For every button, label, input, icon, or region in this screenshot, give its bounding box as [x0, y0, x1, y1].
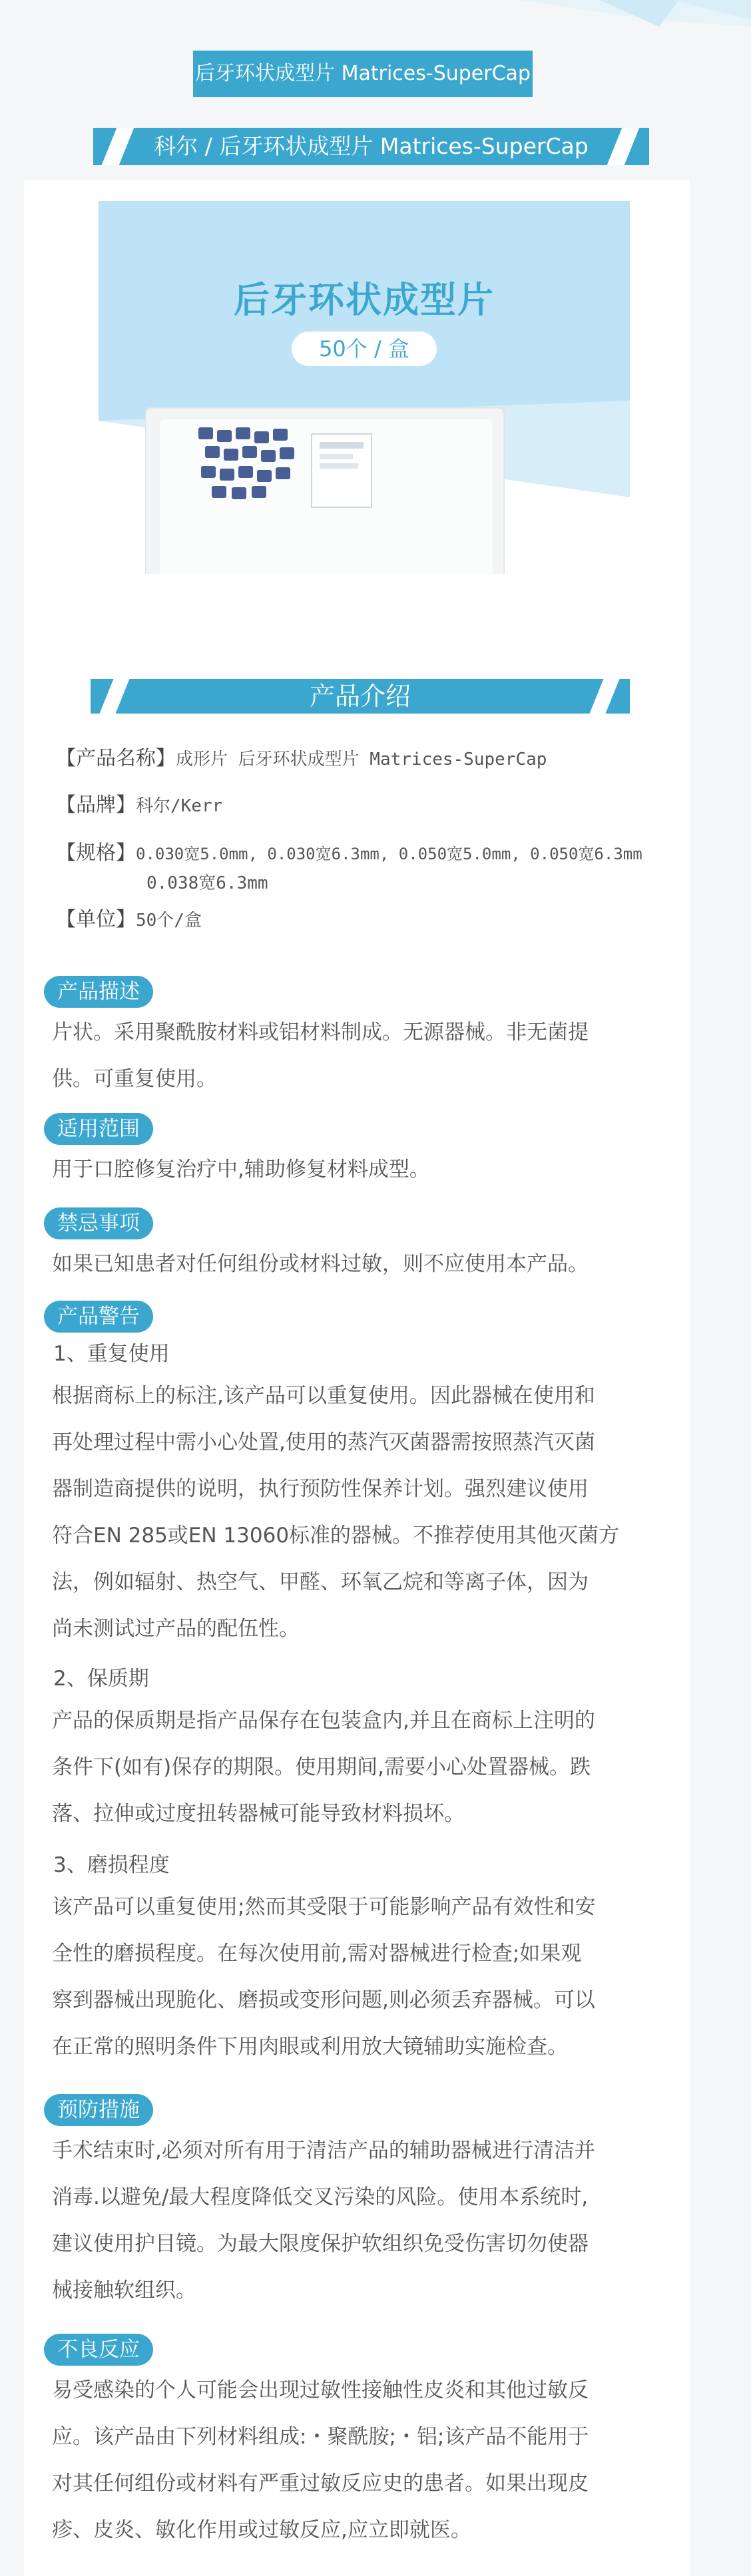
- tag-adverse-reactions: 不良反应: [44, 2334, 153, 2366]
- bar-edge-left: [102, 128, 134, 165]
- warning-wear-text: [52, 1884, 664, 2070]
- spec-value-2: 0.038宽6.3mm: [146, 873, 268, 893]
- tag-scope: 适用范围: [44, 1113, 153, 1145]
- tag-warning: 产品警告: [44, 1301, 153, 1333]
- text-line: 落、拉伸或过度扭转器械可能导致材料损坏。: [52, 1802, 465, 1826]
- product-name-label: 【产品名称】: [56, 747, 176, 770]
- text-line: 对其任何组份或材料有严重过敏反应史的患者。如果出现皮: [52, 2471, 589, 2495]
- text-line: 手术结束时,必须对所有用于清洁产品的辅助器械进行清洁并: [52, 2139, 595, 2163]
- text-line: 疹、皮炎、敏化作用或过敏反应,应立即就医。: [52, 2518, 471, 2542]
- warning-shelf-life-text: [52, 1697, 664, 1837]
- text-line: 建议使用护目镜。为最大限度保护软组织免受伤害切勿使器: [52, 2232, 589, 2256]
- warning-sub-shelf-life: 2、保质期: [53, 1667, 149, 1691]
- tag-contraindications: 禁忌事项: [44, 1207, 153, 1239]
- bar-edge-right: [589, 679, 619, 714]
- product-package-image: [145, 407, 505, 574]
- spec-value-1: 0.030宽5.0mm, 0.030宽6.3mm, 0.050宽5.0mm, 0.050宽6.3mm: [136, 845, 642, 863]
- product-name-value: 成形片 后牙环状成型片 Matrices-SuperCap: [176, 750, 547, 769]
- warning-sub-reuse: 1、重复使用: [53, 1342, 170, 1366]
- scope-text: [52, 1146, 664, 1193]
- breadcrumb: [93, 128, 649, 165]
- bar-edge-right: [607, 128, 640, 165]
- warning-reuse-text: [52, 1373, 664, 1652]
- text-line: 根据商标上的标注,该产品可以重复使用。因此器械在使用和: [52, 1384, 595, 1408]
- text-line: 器制造商提供的说明，执行预防性保养计划。强烈建议使用: [52, 1477, 589, 1501]
- hero-quantity-pill: 50个 / 盒: [292, 331, 437, 366]
- text-line: 再处理过程中需小心处置,使用的蒸汽灭菌器需按照蒸汽灭菌: [52, 1430, 595, 1454]
- text-line: 供。可重复使用。: [52, 1067, 217, 1091]
- unit-label: 【单位】: [56, 908, 136, 931]
- brand-row: [56, 792, 222, 819]
- tag-description: 产品描述: [44, 976, 153, 1008]
- content-card: [24, 180, 690, 2576]
- text-line: 条件下(如有)保存的期限。使用期间,需要小心处置器械。跌: [52, 1755, 591, 1779]
- text-line: 察到器械出现脆化、磨损或变形问题,则必须丢弃器械。可以: [52, 1988, 595, 2012]
- brand-value: 科尔/Kerr: [136, 796, 223, 816]
- text-line: 械接触软组织。: [52, 2278, 196, 2302]
- breadcrumb-text: 科尔 / 后牙环状成型片 Matrices-SuperCap: [154, 133, 589, 159]
- text-line: 尚未测试过产品的配伍性。: [52, 1617, 300, 1641]
- warning-sub-wear: 3、磨损程度: [53, 1853, 170, 1877]
- page-title-badge: 后牙环状成型片 Matrices-SuperCap: [193, 51, 533, 97]
- hero-title: 后牙环状成型片: [234, 279, 495, 321]
- text-line: 消毒.以避免/最大程度降低交叉污染的风险。使用本系统时,: [52, 2185, 589, 2209]
- text-line: 易受感染的个人可能会出现过敏性接触性皮炎和其他过敏反: [52, 2378, 589, 2402]
- text-line: 产品的保质期是指产品保存在包装盒内,并且在商标上注明的: [52, 1709, 595, 1733]
- unit-row: [56, 907, 202, 934]
- spec-label: 【规格】: [56, 841, 136, 865]
- tag-precautions: 预防措施: [44, 2094, 153, 2126]
- text-line: 全性的磨损程度。在每次使用前,需对器械进行检查;如果观: [52, 1942, 582, 1966]
- text-line: 符合EN 285或EN 13060标准的器械。不推荐使用其他灭菌方: [52, 1524, 620, 1548]
- text-line: 如果已知患者对任何组份或材料过敏，则不应使用本产品。: [52, 1252, 589, 1276]
- product-name-row: [56, 746, 547, 773]
- text-line: 在正常的照明条件下用肉眼或利用放大镜辅助实施检查。: [52, 2035, 568, 2059]
- brand-label: 【品牌】: [56, 793, 136, 817]
- section-heading-intro: [91, 679, 630, 714]
- hero-banner: [99, 201, 630, 574]
- text-line: 用于口腔修复治疗中,辅助修复材料成型。: [52, 1158, 430, 1181]
- adverse-reactions-text: [52, 2367, 664, 2553]
- description-text: [52, 1009, 664, 1102]
- text-line: 片状。采用聚酰胺材料或铝材料制成。无源器械。非无菌提: [52, 1020, 589, 1044]
- unit-value: 50个/盒: [136, 911, 202, 931]
- text-line: 法，例如辐射、热空气、甲醛、环氧乙烷和等离子体，因为: [52, 1570, 589, 1594]
- text-line: 应。该产品由下列材料组成:・聚酰胺;・铝;该产品不能用于: [52, 2425, 589, 2449]
- precautions-text: [52, 2127, 664, 2314]
- contraindications-text: [52, 1241, 664, 1287]
- intro-heading: 产品介绍: [309, 682, 411, 711]
- spec-row: [56, 840, 642, 867]
- bar-edge-left: [99, 679, 129, 714]
- text-line: 该产品可以重复使用;然而其受限于可能影响产品有效性和安: [52, 1895, 596, 1919]
